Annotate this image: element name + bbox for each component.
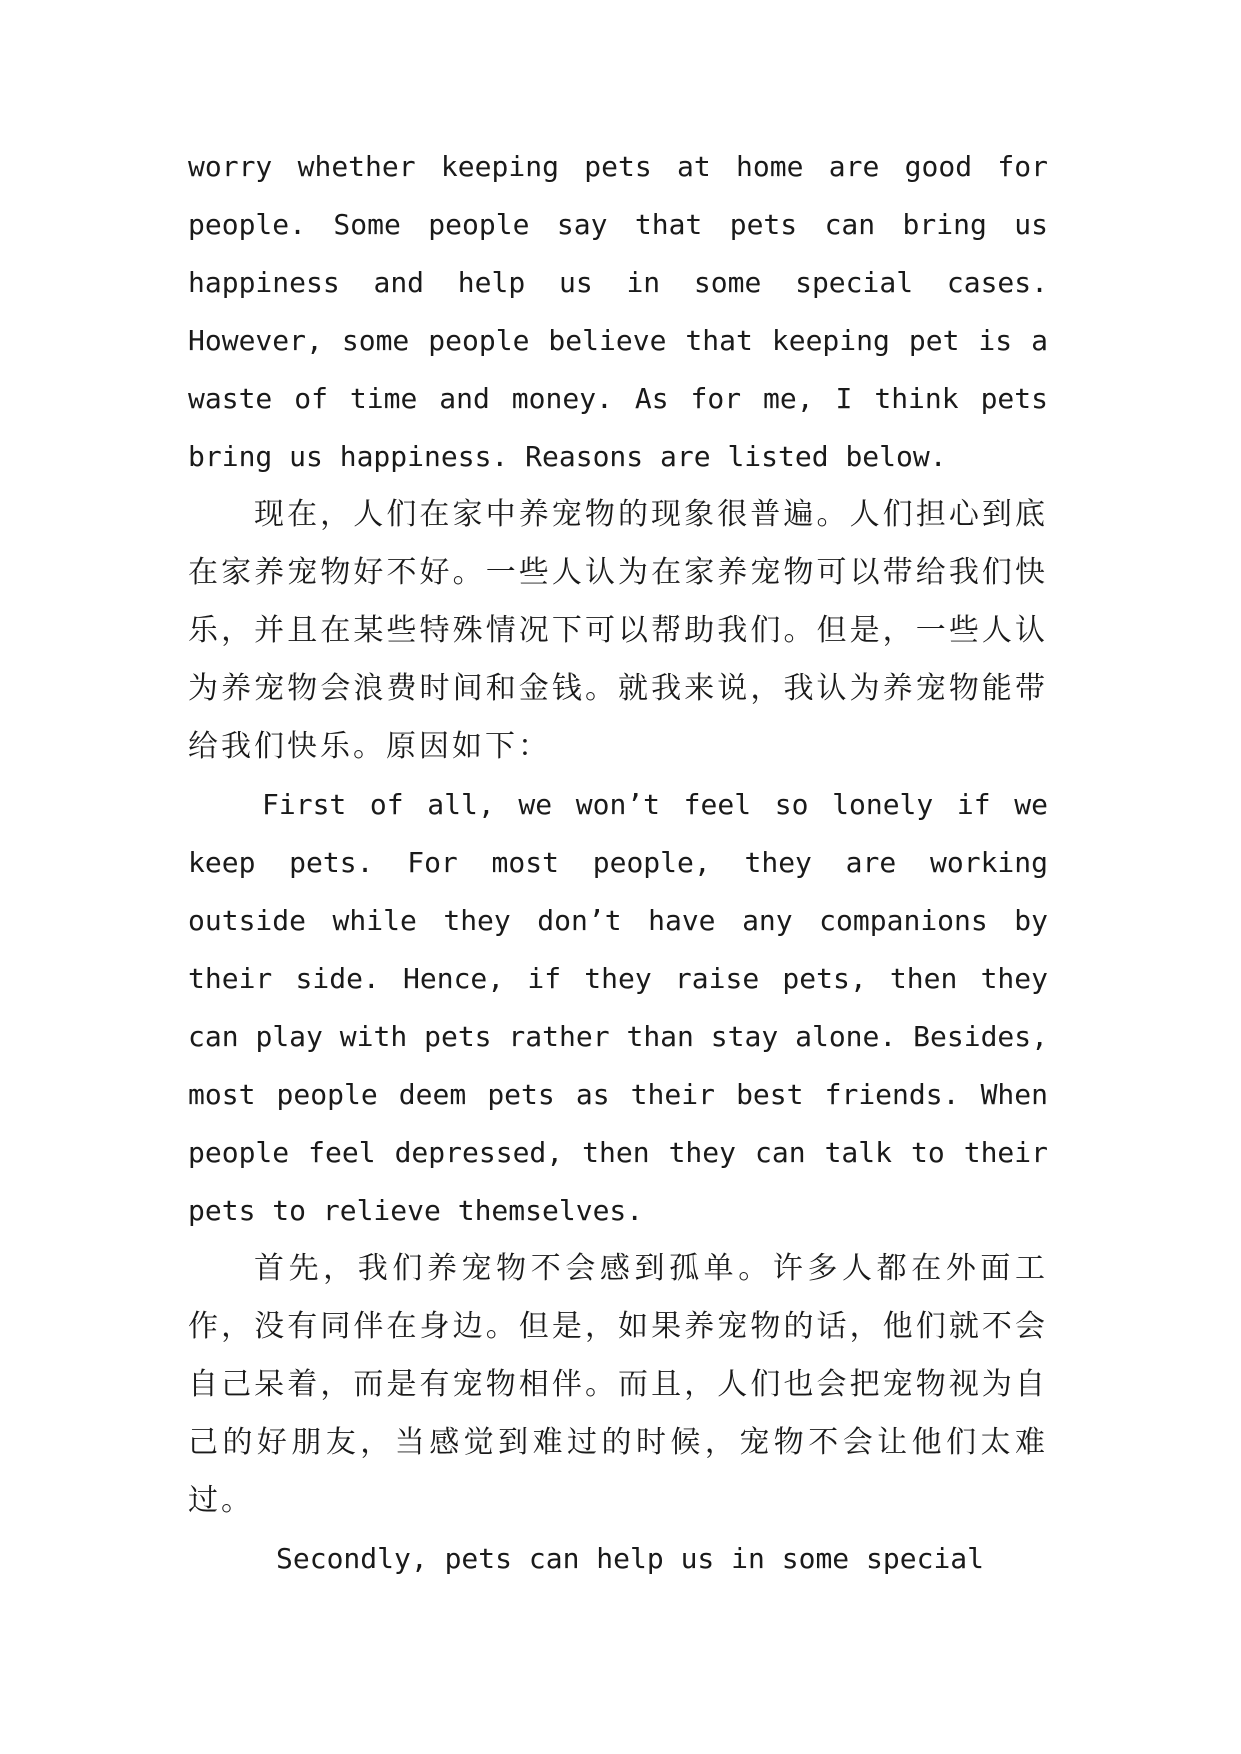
document-body [188,138,1048,1588]
paragraph-en-second-reason: Secondly, pets can help us in some special [276,1542,985,1575]
paragraph-en-intro: worry whether keeping pets at home are good for people. Some people say that pets can bring us happiness and help us in some special cases. However, some people believe that keeping pet is a waste of time and money. As for me, I think pets bring us happiness. Reasons are listed below. [188,150,1048,473]
paragraph-zh-intro: 现在，人们在家中养宠物的现象很普遍。人们担心到底在家养宠物好不好。一些人认为在家养宠物可以带给我们快乐，并且在某些特殊情况下可以帮助我们。但是，一些人认为养宠物会浪费时间和金钱。就我来说，我认为养宠物能带给我们快乐。原因如下： [188,497,1048,764]
paragraph-en-first-reason: First of all, we won’t feel so lonely if we keep pets. For most people, they are working outside while they don’t have any companions by their side. Hence, if they raise pets, then they can play with pets rather than stay alone. Besides, most people deem pets as their best friends. When people feel depressed, then they can talk to their pets to relieve themselves. [188,788,1048,1227]
paragraph-zh-first-reason: 首先，我们养宠物不会感到孤单。许多人都在外面工作，没有同伴在身边。但是，如果养宠物的话，他们就不会自己呆着，而是有宠物相伴。而且，人们也会把宠物视为自己的好朋友，当感觉到难过的时候，宠物不会让他们太难过。 [188,1251,1048,1518]
